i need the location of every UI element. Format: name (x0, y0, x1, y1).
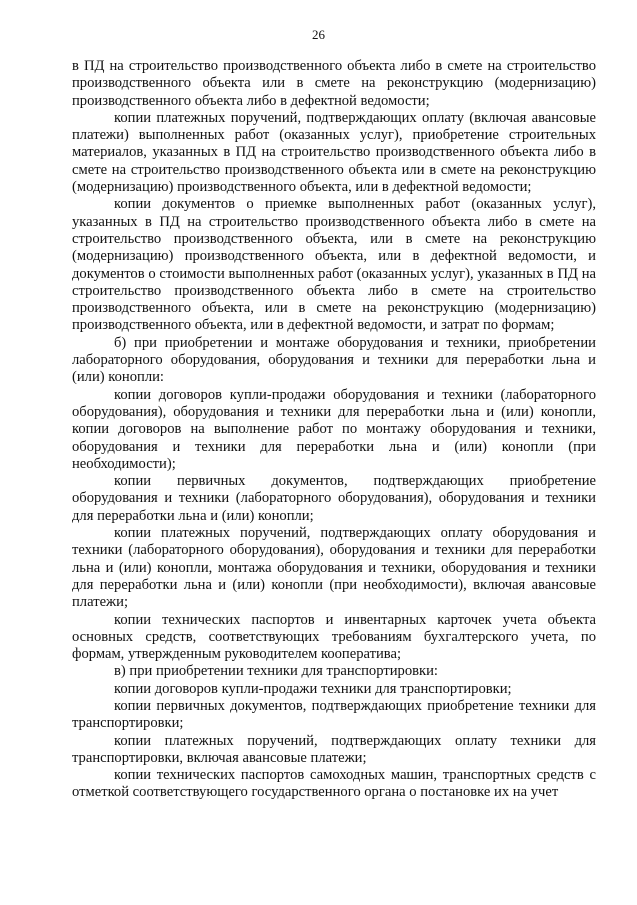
paragraph-11: копии первичных документов, подтверждающих приобретение техники для транспортировки; (72, 697, 596, 732)
paragraph-7: копии платежных поручений, подтверждающих оплату оборудования и техники (лабораторного оборудования), оборудования и техники для переработки льна и (или) конопли, монтажа оборудования и техники, оборудования и техники для переработки льна и (или) конопли (при необходимости), включая авансовые платежи; (72, 525, 596, 611)
paragraph-12: копии платежных поручений, подтверждающих оплату техники для транспортировки, включая авансовые платежи; (72, 732, 596, 766)
page-number: 26 (312, 27, 325, 42)
paragraph-9: в) при приобретении техники для транспортировки: (114, 663, 438, 680)
paragraph-1: в ПД на строительство производственного объекта либо в смете на строительство производственного объекта или в смете на реконструкцию (модернизацию) производственного объекта либо в дефектной ведомости; (72, 58, 596, 109)
paragraph-10: копии договоров купли-продажи техники для транспортировки; (114, 680, 512, 697)
paragraph-4: б) при приобретении и монтаже оборудования и техники, приобретении лабораторного оборудования, оборудования и техники для переработки льна и (или) конопли: (72, 334, 596, 386)
paragraph-8: копии технических паспортов и инвентарных карточек учета объекта основных средств, соответствующих требованиям бухгалтерского учета, по формам, утвержденным руководителем кооператива; (72, 611, 596, 663)
paragraph-2: копии платежных поручений, подтверждающих оплату (включая авансовые платежи) выполненных работ (оказанных услуг), приобретение строительных материалов, указанных в ПД на строительство производственного объекта либо в смете на строительство производственного объекта или в смете на реконструкцию (модернизацию) производственного объекта, или в дефектной ведомости; (72, 109, 596, 196)
paragraph-6: копии первичных документов, подтверждающих приобретение оборудования и техники (лабораторного оборудования), оборудования и техники для переработки льна и (или) конопли; (72, 473, 596, 524)
paragraph-13: копии технических паспортов самоходных машин, транспортных средств с отметкой соответствующего государственного органа о постановке их на учет (72, 767, 596, 801)
document-body (72, 58, 596, 802)
paragraph-5: копии договоров купли-продажи оборудования и техники (лабораторного оборудования), оборудования и техники для переработки льна и (или) конопли, копии договоров на выполнение работ по монтажу оборудования и техники, оборудования и техники для переработки льна и (или) конопли (при необходимости); (72, 386, 596, 472)
paragraph-3: копии документов о приемке выполненных работ (оказанных услуг), указанных в ПД на строительство производственного объекта либо в смете на строительство производственного объекта, или в смете на реконструкцию (модернизацию) производственного объекта, или в дефектной ведомости, и документов о стоимости выполненных работ (оказанных услуг), указанных в ПД на строительство производственного объекта либо в смете на строительство производственного объекта, или в смете на реконструкцию (модернизацию) производственного объекта, или в дефектной ведомости, и затрат по формам; (72, 196, 596, 334)
